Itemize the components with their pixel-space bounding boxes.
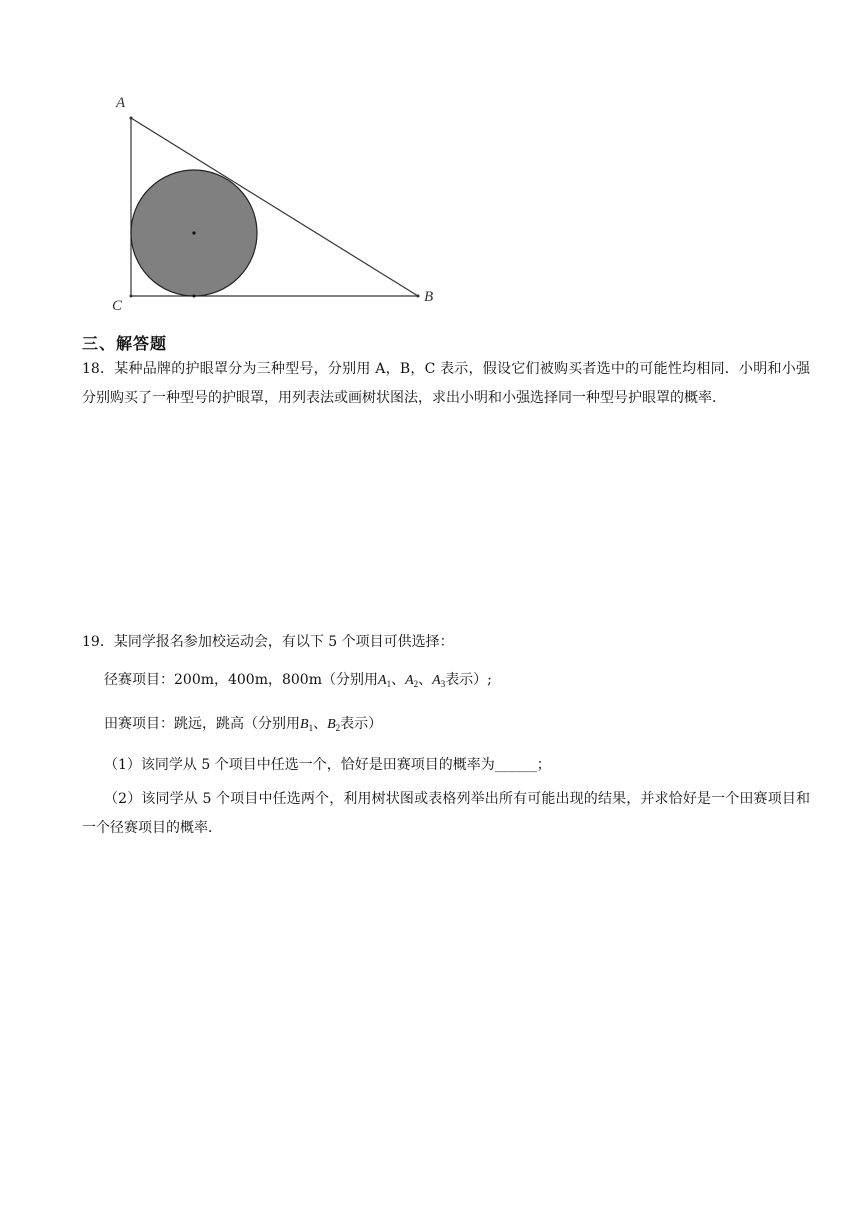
- field-events-line: [104, 714, 382, 738]
- section-title: 三、解答题: [82, 334, 168, 353]
- tangent-point: [193, 295, 196, 298]
- triangle-incircle-figure: [100, 92, 450, 322]
- question-18: 18．某种品牌的护眼罩分为三种型号，分别用 A，B，C 表示，假设它们被购买者选中的可能性均相同．小明和小强分别购买了一种型号的护眼罩，用列表法或画树状图法，求出小明和小强选择同一种型号护眼罩的概率．: [82, 361, 810, 406]
- symbol-b1: $B_1$: [300, 717, 314, 733]
- separator: 、: [313, 716, 328, 732]
- symbol-b2: $B_2$: [327, 717, 341, 733]
- vertex-b-dot: [417, 295, 420, 298]
- vertex-c-label: C: [112, 298, 123, 314]
- vertex-a-dot: [130, 117, 133, 120]
- symbol-a2: $A_2$: [405, 673, 419, 689]
- track-events-prefix: 径赛项目：200m，400m，800m（分别用: [104, 672, 378, 688]
- separator: 、: [391, 672, 406, 688]
- vertex-a-label: A: [116, 95, 126, 111]
- field-events-suffix: 表示）: [340, 716, 383, 732]
- question-19-part1: （1）该同学从 5 个项目中任选一个，恰好是田赛项目的概率为______；: [104, 757, 551, 773]
- vertex-c-dot: [130, 295, 133, 298]
- question-19-intro: 19．某同学报名参加校运动会，有以下 5 个项目可供选择：: [82, 634, 454, 650]
- separator: 、: [418, 672, 433, 688]
- question-19-part2: （2）该同学从 5 个项目中任选两个，利用树状图或表格列举出所有可能出现的结果，并求恰好是一个田赛项目和一个径赛项目的概率．: [82, 791, 810, 836]
- vertex-b-label: B: [424, 289, 434, 305]
- circle-center: [192, 231, 195, 234]
- figure-svg: [100, 92, 450, 322]
- track-events-suffix: 表示）;: [445, 672, 492, 688]
- track-events-line: [104, 670, 492, 694]
- symbol-a1: $A_1$: [378, 673, 392, 689]
- symbol-a3: $A_3$: [432, 673, 446, 689]
- field-events-prefix: 田赛项目：跳远，跳高（分别用: [104, 716, 300, 732]
